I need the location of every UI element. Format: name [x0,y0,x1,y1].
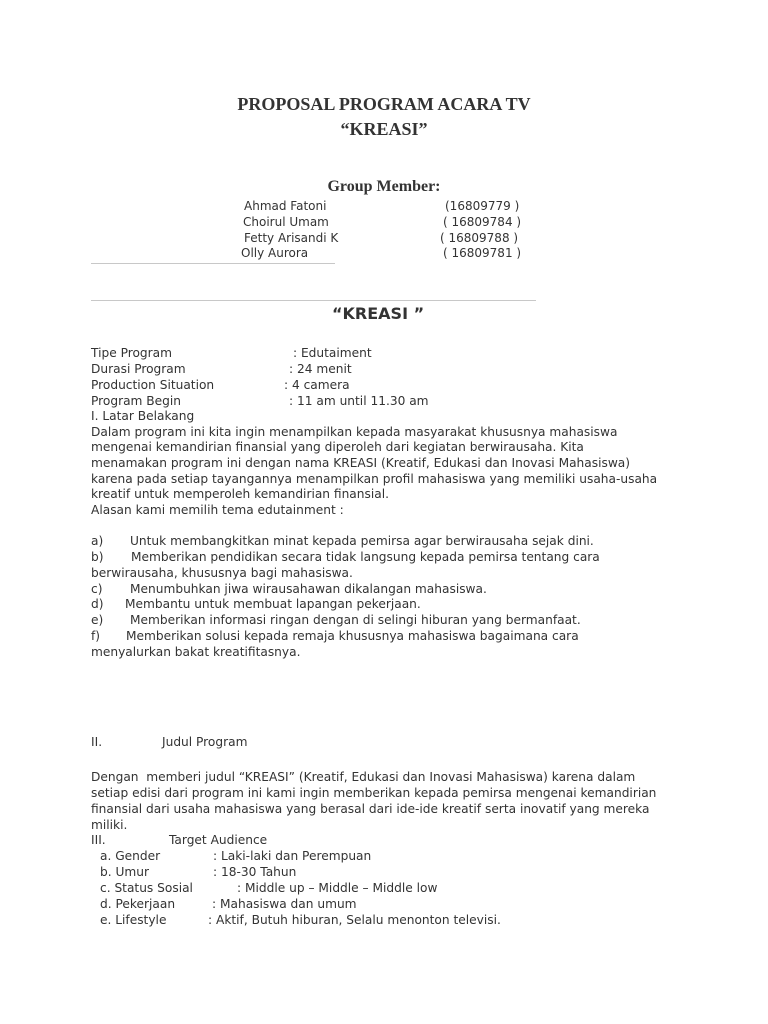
program-name: “KREASI ” [332,304,425,323]
paragraph-line: karena pada setiap tayangannya menampilkan profil mahasiswa yang memiliki usaha-usaha [91,472,658,486]
audience-label: e. Lifestyle [100,913,167,927]
member-name: Olly Aurora [241,246,309,260]
divider [91,300,536,301]
list-item: Memberikan informasi ringan dengan di selingi hiburan yang bermanfaat. [130,613,581,627]
paragraph-line: menamakan program ini dengan nama KREASI (Kreatif, Edukasi dan Inovasi Mahasiswa) [91,456,631,470]
audience-label: c. Status Sosial [100,881,193,895]
paragraph-line: kreatif untuk memperoleh kemandirian finansial. [91,487,389,501]
list-item: Untuk membangkitkan minat kepada pemirsa agar berwirausaha sejak dini. [130,534,594,548]
document-title: PROPOSAL PROGRAM ACARA TV [237,94,531,114]
member-name: Ahmad Fatoni [244,199,327,213]
audience-value: : Mahasiswa dan umum [212,897,357,911]
section-number: III. [91,833,106,847]
member-name: Choirul Umam [243,215,329,229]
list-item: Memberikan pendidikan secara tidak langsung kepada pemirsa tentang cara [131,550,600,564]
paragraph-line: Alasan kami memilih tema edutainment : [91,503,344,517]
paragraph-line: miliki. [91,818,128,832]
list-item-continuation: menyalurkan bakat kreatifitasnya. [91,645,301,659]
audience-value: : Aktif, Butuh hiburan, Selalu menonton televisi. [208,913,501,927]
member-id: ( 16809788 ) [440,231,519,245]
info-label: Durasi Program [91,362,186,376]
paragraph-line: setiap edisi dari program ini kami ingin memberikan kepada pemirsa mengenai kemandirian [91,786,657,800]
paragraph-line: finansial dari usaha mahasiswa yang berasal dari ide-ide kreatif serta inovatif yang mereka [91,802,650,816]
audience-label: a. Gender [100,849,161,863]
list-item: Memberikan solusi kepada remaja khususnya mahasiswa bagaimana cara [126,629,579,643]
list-marker: d) [91,597,104,611]
list-item: Membantu untuk membuat lapangan pekerjaan. [125,597,421,611]
list-marker: a) [91,534,104,548]
list-item: Menumbuhkan jiwa wirausahawan dikalangan mahasiswa. [130,582,487,596]
paragraph-line: Dalam program ini kita ingin menampilkan kepada masyarakat khususnya mahasiswa [91,425,618,439]
paragraph-line: Dengan memberi judul “KREASI” (Kreatif, Edukasi dan Inovasi Mahasiswa) karena dalam [91,770,636,784]
document-subtitle: “KREASI” [340,119,428,139]
audience-label: d. Pekerjaan [100,897,176,911]
audience-value: : Middle up – Middle – Middle low [237,881,438,895]
member-name: Fetty Arisandi K [244,231,339,245]
paragraph-line: mengenai kemandirian finansial yang diperoleh dari kegiatan berwirausaha. Kita [91,440,584,454]
member-id: ( 16809784 ) [443,215,522,229]
info-value: : 24 menit [289,362,352,376]
section-heading: Judul Program [162,735,248,749]
info-label: Program Begin [91,394,182,408]
audience-value: : 18-30 Tahun [213,865,297,879]
list-item-continuation: berwirausaha, khususnya bagi mahasiswa. [91,566,353,580]
group-member-heading: Group Member: [327,178,441,195]
info-label: Production Situation [91,378,215,392]
audience-value: : Laki-laki dan Perempuan [213,849,372,863]
info-value: : 11 am until 11.30 am [289,394,429,408]
section-heading: I. Latar Belakang [91,409,195,423]
list-marker: b) [91,550,104,564]
list-marker: e) [91,613,104,627]
section-number: II. [91,735,103,749]
list-marker: c) [91,582,103,596]
info-label: Tipe Program [91,346,172,360]
member-id: (16809779 ) [445,199,520,213]
section-heading: Target Audience [169,833,268,847]
list-marker: f) [91,629,101,643]
info-value: : 4 camera [284,378,350,392]
audience-label: b. Umur [100,865,150,879]
member-id: ( 16809781 ) [443,246,522,260]
info-value: : Edutaiment [293,346,372,360]
divider [91,263,335,264]
